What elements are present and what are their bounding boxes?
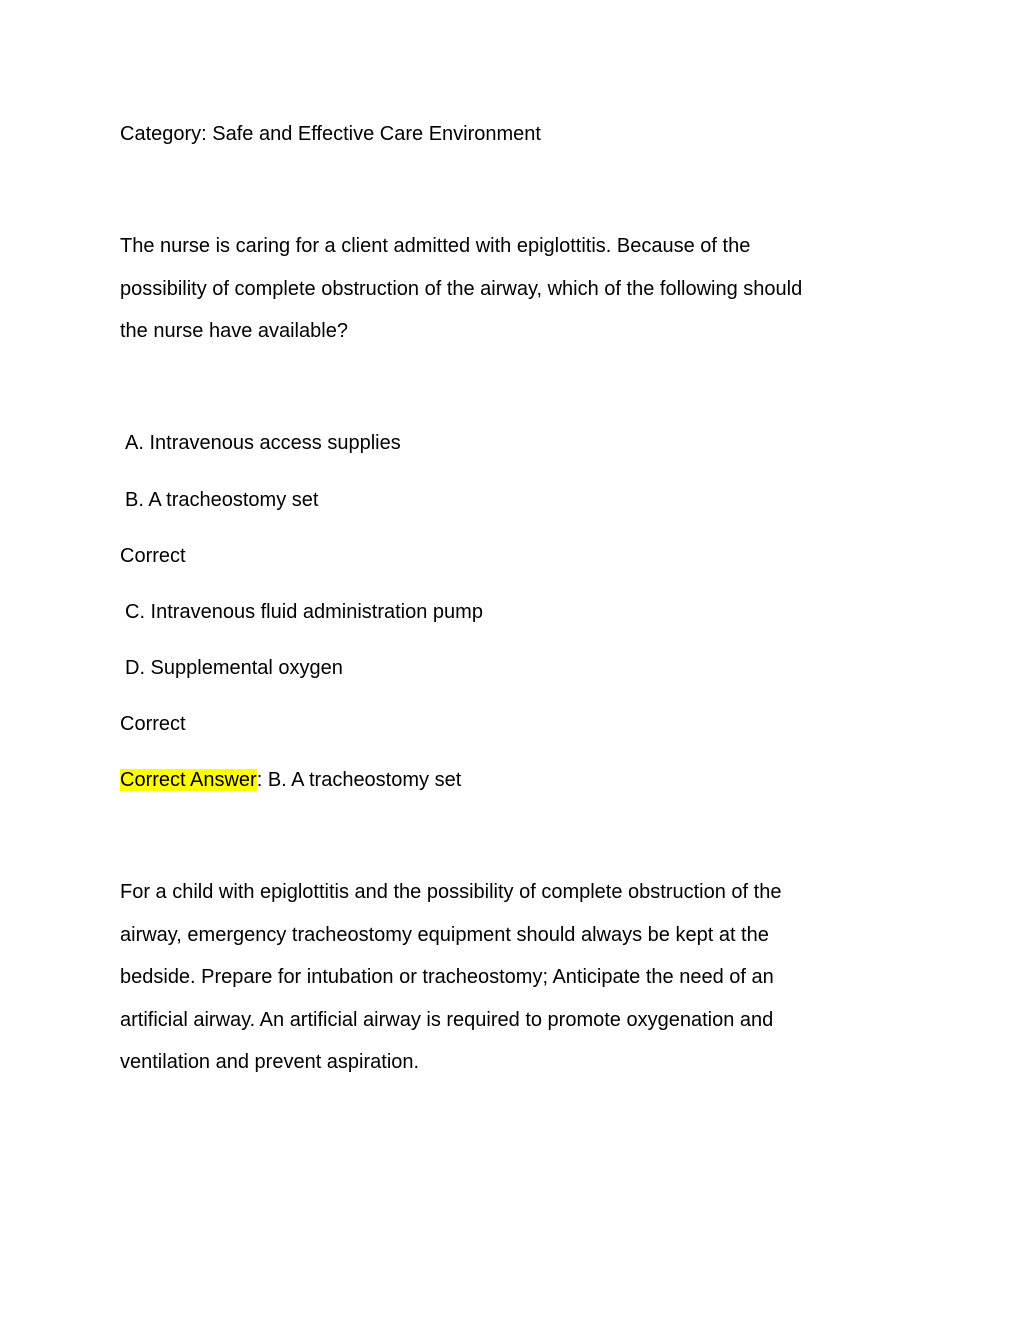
- option-d-feedback: Correct: [120, 713, 186, 735]
- option-b-feedback: Correct: [120, 545, 186, 567]
- rationale-text: [120, 871, 890, 1084]
- question-line: possibility of complete obstruction of the airway, which of the following should: [120, 277, 803, 300]
- option-b: B. A tracheostomy set: [125, 489, 319, 511]
- rationale-line: bedside. Prepare for intubation or tracheostomy; Anticipate the need of an: [120, 966, 774, 989]
- category-heading: Category: Safe and Effective Care Environment: [120, 123, 541, 145]
- rationale-line: For a child with epiglottitis and the possibility of complete obstruction of the: [120, 881, 782, 903]
- correct-answer-line: [120, 768, 461, 792]
- rationale-line: artificial airway. An artificial airway is required to promote oxygenation and: [120, 1008, 774, 1031]
- question-line: the nurse have available?: [120, 320, 348, 343]
- rationale-line: ventilation and prevent aspiration.: [120, 1051, 420, 1074]
- correct-answer-value: : B. A tracheostomy set: [256, 769, 462, 791]
- rationale-line: airway, emergency tracheostomy equipment should always be kept at the: [120, 923, 769, 946]
- option-a: A. Intravenous access supplies: [125, 432, 401, 454]
- option-c: C. Intravenous fluid administration pump: [125, 601, 483, 623]
- question-line: The nurse is caring for a client admitted with epiglottitis. Because of the: [120, 235, 751, 257]
- correct-answer-label: Correct Answer: [120, 769, 257, 791]
- question-text: [120, 225, 890, 353]
- option-d: D. Supplemental oxygen: [125, 657, 343, 679]
